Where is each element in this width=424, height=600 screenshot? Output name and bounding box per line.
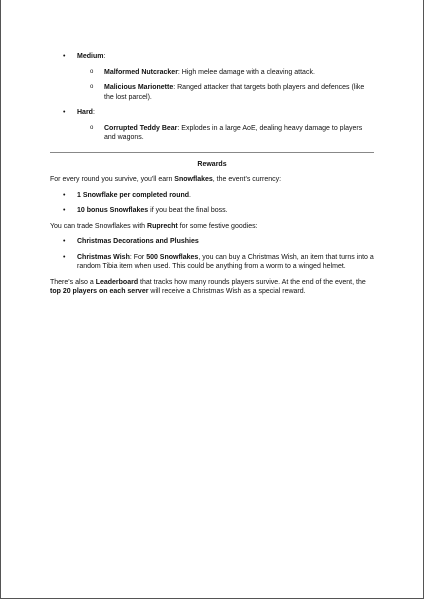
- text-run: For every round you survive, you'll earn: [50, 176, 175, 183]
- text-run-bold: top 20 players on each server: [50, 288, 149, 295]
- list-item-enemy: [50, 124, 374, 143]
- bullet-dot: •: [63, 238, 66, 245]
- text-run-bold: Leaderboard: [95, 278, 139, 286]
- list-item-reward: [50, 206, 374, 216]
- list-item-goodie: [50, 253, 374, 272]
- paragraph-intro: [50, 175, 374, 185]
- text-run: will receive a Christmas Wish as a special reward.: [148, 288, 306, 295]
- text-run-bold: 500 Snowflakes: [146, 253, 199, 261]
- paragraph-trade: [50, 222, 374, 232]
- bullet-circle: o: [90, 68, 94, 75]
- enemy-name: Corrupted Teddy Bear: [104, 124, 178, 132]
- enemy-desc: : Explodes in a large AoE, dealing heavy damage to players and wagons.: [104, 124, 363, 141]
- text-run-bold: 1 Snowflake per completed round: [77, 191, 190, 199]
- list-item-medium: • Medium:: [63, 53, 106, 60]
- text-run: You can trade Snowflakes with: [50, 222, 148, 230]
- text-run-bold: Christmas Wish: [77, 253, 130, 261]
- paragraph-leaderboard: [50, 278, 374, 297]
- bullet-dot: •: [63, 109, 66, 116]
- list-item-hard: • Hard:: [63, 109, 95, 116]
- enemy-name: Malicious Marionette: [104, 84, 174, 91]
- document-page: [50, 52, 374, 303]
- text-run: There's also a: [50, 278, 96, 286]
- text-run-bold: Snowflakes: [174, 176, 213, 183]
- text-run: : For: [129, 253, 147, 261]
- text-run: if you beat the final boss.: [148, 207, 228, 214]
- text-run: , you can buy a Christmas Wish, an item that turns into a random Tibia item when used. This could be anything from a worm to a winged helmet.: [77, 253, 374, 270]
- bullet-dot: •: [63, 253, 66, 261]
- text-run: that tracks how many rounds players survive. At the end of the event, the: [138, 278, 366, 286]
- text-run: , the event's currency:: [212, 176, 282, 183]
- list-item-goodie: [50, 237, 374, 247]
- difficulty-label: Hard: [77, 109, 93, 116]
- bullet-circle: o: [90, 84, 94, 90]
- text-run-bold: 10 bonus Snowflakes: [77, 207, 149, 214]
- enemy-desc: : Ranged attacker that targets both players and defences (like the lost parcel).: [104, 84, 365, 101]
- bullet-dot: •: [63, 207, 66, 214]
- text-run-bold: Ruprecht: [147, 222, 178, 230]
- list-item-enemy: [50, 83, 374, 102]
- list-item-reward: [50, 191, 374, 201]
- text-run: for some festive goodies:: [177, 222, 258, 230]
- difficulty-label: Medium: [77, 53, 104, 60]
- bullet-dot: •: [63, 53, 66, 60]
- bullet-circle: o: [90, 124, 94, 131]
- horizontal-rule: [50, 152, 374, 153]
- section-heading: Rewards: [197, 160, 227, 168]
- enemy-desc: : High melee damage with a cleaving attack.: [177, 68, 315, 76]
- text-run-bold: Christmas Decorations and Plushies: [77, 238, 199, 245]
- list-item-enemy: [50, 68, 374, 78]
- bullet-dot: •: [63, 191, 66, 199]
- text-run: .: [189, 191, 191, 199]
- enemy-name: Malformed Nutcracker: [104, 68, 178, 76]
